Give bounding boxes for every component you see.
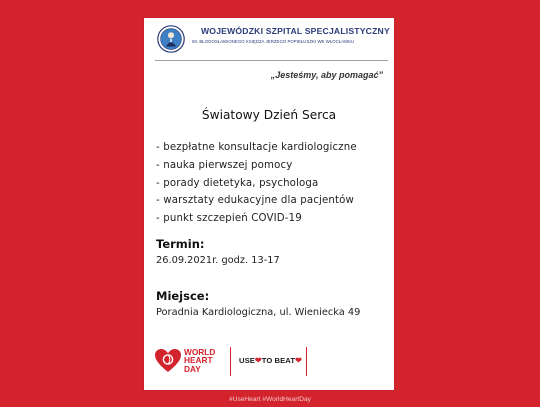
list-item: - nauka pierwszej pomocy (156, 159, 293, 171)
heart-icon: ❤ (254, 356, 262, 365)
header-divider (155, 60, 388, 61)
miejsce-label: Miejsce: (156, 289, 210, 303)
hospital-subtitle: IM. BŁOGOSŁAWIONEGO KSIĘDZA JERZEGO POPIEŁUSZKI WE WŁOCŁAWKU (192, 39, 355, 44)
event-title: Światowy Dzień Serca (201, 108, 337, 122)
termin-label: Termin: (156, 237, 205, 251)
poster-card (144, 18, 394, 390)
world-heart-day-logo (154, 344, 324, 378)
hashtags-caption: #UseHeart #WorldHeartDay (229, 396, 311, 403)
hospital-header (144, 18, 394, 60)
hospital-motto: „Jesteśmy, aby pomagać” (270, 70, 383, 80)
list-item: - punkt szczepień COVID-19 (156, 213, 302, 225)
termin-value: 26.09.2021r. godz. 13-17 (156, 255, 280, 266)
miejsce-value: Poradnia Kardiologiczna, ul. Wieniecka 49 (156, 307, 361, 318)
list-item: - warsztaty edukacyjne dla pacjentów (156, 195, 355, 207)
heart-icon (154, 348, 182, 374)
slogan-use: USE (239, 356, 255, 365)
list-item: - porady dietetyka, psychologa (156, 177, 319, 189)
slogan-to-beat: TO BEAT (261, 356, 296, 365)
hospital-name: WOJEWÓDZKI SZPITAL SPECJALISTYCZNY (201, 26, 390, 36)
event-activities-list (156, 139, 357, 228)
hospital-seal-icon (157, 25, 185, 53)
logo-divider (306, 347, 307, 376)
list-item: - bezpłatne konsultacje kardiologiczne (156, 142, 357, 153)
use-heart-to-beat-slogan (239, 356, 302, 365)
logo-divider (230, 347, 231, 376)
world-heart-day-text: WORLD HEART DAY (184, 347, 216, 374)
heart-icon: ❤ (295, 356, 302, 365)
